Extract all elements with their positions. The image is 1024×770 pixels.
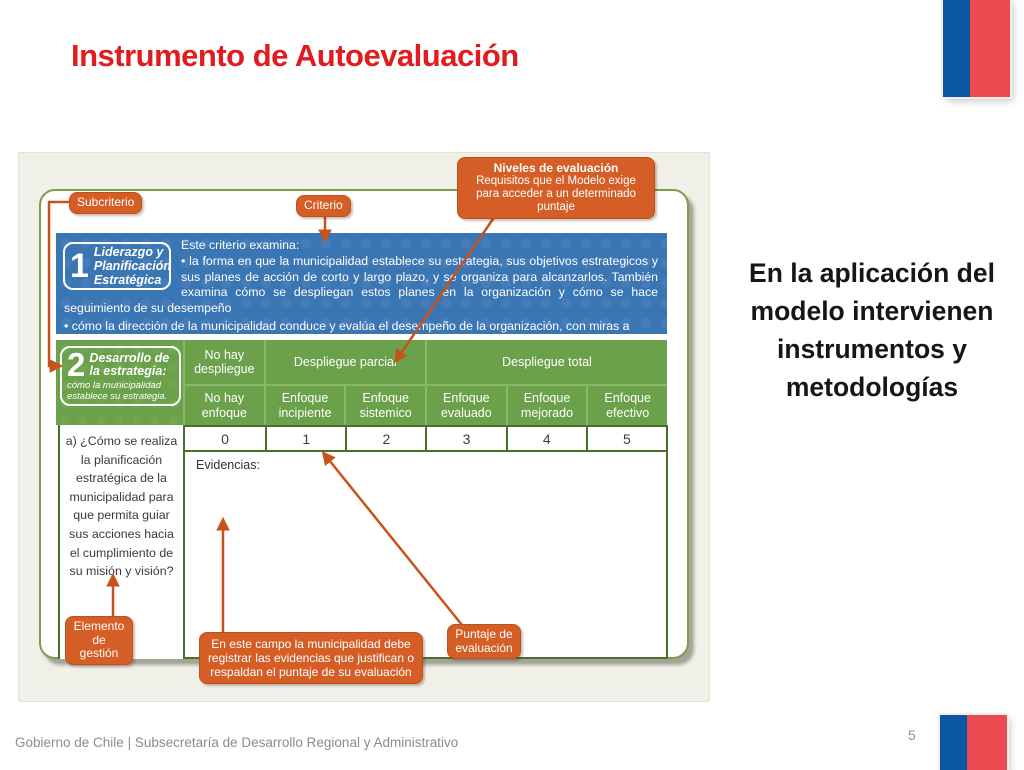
criterion1-box (56, 233, 667, 334)
score-cell: 5 (586, 427, 666, 450)
column-header: Enfoque sistemico (346, 386, 425, 425)
group-header: Despliegue parcial (266, 340, 425, 384)
evidencias-label: Evidencias: (196, 458, 260, 472)
page-number: 5 (908, 727, 916, 743)
column-header: Enfoque incipiente (266, 386, 345, 425)
flag-red-stripe (970, 0, 1010, 97)
group-header: Despliegue total (427, 340, 667, 384)
group-header: No hay despliegue (185, 340, 264, 384)
score-cell: 3 (425, 427, 505, 450)
criterion1-bullet2: • cómo la dirección de la municipalidad conduce y evalúa el desempeño de la organización, con miras a (64, 318, 630, 333)
chile-flag-banner-top (943, 0, 1010, 97)
criterion2-header (56, 340, 667, 425)
criterion1-bullet1: • la forma en que la municipalidad establece su estrategia, sus objetivos estrategicos y sus planes de acción de corto y largo plazo, y se organiza para alcanzarlos. También examina cómo se despliegan estos planes en la organización y cómo se hace seguimiento de su desempeño (64, 253, 658, 316)
autoevaluacion-diagram-image (18, 152, 710, 702)
callout-puntaje-de-evaluacion: Puntaje de evaluación (447, 624, 521, 659)
callout-niveles-body: Requisitos que el Modelo exige para acceder a un determinado puntaje (476, 175, 636, 213)
chile-flag-banner-bottom (940, 715, 1007, 770)
page-title: Instrumento de Autoevaluación (71, 38, 519, 73)
callout-subcriterio: Subcriterio (69, 192, 142, 214)
score-cell: 2 (345, 427, 425, 450)
flag-red-stripe (967, 715, 1007, 770)
criterion2-badge (60, 346, 181, 406)
callout-elemento-de-gestion: Elemento de gestión (65, 616, 133, 665)
question-cell: a) ¿Cómo se realiza la planificación estratégica de la municipalidad para que permita guiar sus acciones hacia el cumplimiento de su misión y visión? (58, 425, 183, 659)
column-header: Enfoque efectivo (588, 386, 667, 425)
column-header: Enfoque mejorado (508, 386, 587, 425)
evaluation-levels-header (183, 340, 667, 425)
evidencias-field (183, 452, 668, 659)
score-cell: 0 (221, 430, 229, 447)
criterion2-subtitle: cómo la municipalidad establece su estrategia. (67, 380, 168, 402)
bullet-item-text: En la aplicación del modelo intervienen instrumentos y metodologías (749, 258, 995, 402)
criterion1-number: 1 (70, 247, 89, 285)
footer-text: Gobierno de Chile | Subsecretaría de Desarrollo Regional y Administrativo (15, 735, 459, 750)
callout-criterio: Criterio (296, 195, 351, 217)
criterion1-name: Liderazgo y Planificación Estratégica (93, 245, 172, 287)
callout-niveles-title: Niveles de evaluación (493, 161, 619, 175)
flag-blue-stripe (940, 715, 967, 770)
score-cell: 1 (265, 427, 345, 450)
score-cell: 4 (506, 427, 586, 450)
criterion2-name: Desarrollo de la estrategia: (89, 350, 170, 378)
flag-blue-stripe (943, 0, 970, 97)
column-header: Enfoque evaluado (427, 386, 506, 425)
score-row (183, 425, 668, 452)
column-header: No hay enfoque (185, 386, 264, 425)
criterion1-intro: Este criterio examina: (181, 238, 300, 252)
criterion2-number: 2 (67, 346, 86, 383)
bullet-list (700, 254, 1018, 406)
callout-evidencias-note: En este campo la municipalidad debe registrar las evidencias que justifican o respaldan el puntaje de su evaluación (199, 632, 423, 684)
callout-niveles-de-evaluacion (457, 157, 655, 219)
criterion1-badge (63, 242, 171, 290)
